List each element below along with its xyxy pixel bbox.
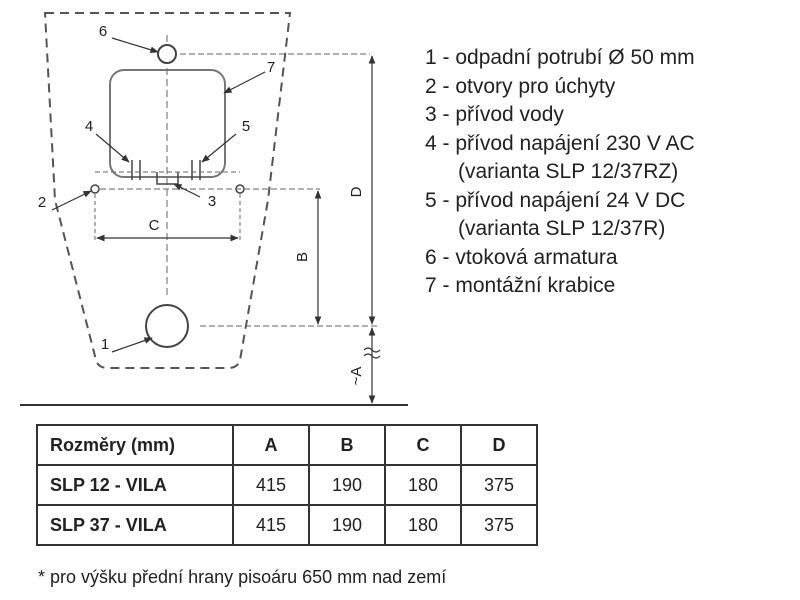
table-row (37, 465, 537, 505)
leader-7 (224, 72, 265, 93)
drain-pipe (146, 305, 188, 347)
legend-item-2: 2 - otvory pro úchyty (425, 74, 616, 98)
leader-4 (96, 134, 129, 162)
leader-1 (112, 338, 152, 352)
table-header-d: D (461, 425, 537, 465)
table-cell-c: 180 (385, 505, 461, 545)
legend-item-4-variant: (varianta SLP 12/37RZ) (458, 160, 679, 183)
leader-6 (112, 38, 158, 52)
table-cell-b: 190 (309, 465, 385, 505)
inlet-fitting (158, 45, 176, 63)
table-header-row (37, 425, 537, 465)
callout-4: 4 (84, 118, 94, 135)
legend-item-5: 5 - přívod napájení 24 V DC (425, 188, 686, 212)
legend-item-7: 7 - montážní krabice (425, 274, 616, 297)
callout-3: 3 (207, 193, 217, 210)
table-cell-a: 415 (233, 505, 309, 545)
table-header-a: A (233, 425, 309, 465)
callout-6: 6 (98, 23, 108, 40)
legend-item-1: 1 - odpadní potrubí Ø 50 mm (425, 46, 695, 69)
dimensions-table (36, 424, 538, 546)
table-row-model: SLP 12 - VILA (37, 465, 233, 505)
dim-b-label: B (294, 251, 311, 263)
table-cell-d: 375 (461, 465, 537, 505)
legend-list (425, 44, 695, 301)
table-header-c: C (385, 425, 461, 465)
leader-3 (174, 184, 200, 197)
dim-a-label: ~A (348, 366, 365, 386)
callout-5: 5 (241, 118, 251, 135)
callout-2: 2 (37, 194, 47, 211)
legend-item-3: 3 - přívod vody (425, 103, 564, 126)
legend-item-4: 4 - přívod napájení 230 V AC (425, 131, 695, 155)
table-cell-a: 415 (233, 465, 309, 505)
leader-5 (202, 134, 236, 162)
legend-item-5-variant: (varianta SLP 12/37R) (458, 217, 666, 240)
legend-item-6: 6 - vtoková armatura (425, 245, 618, 269)
callout-1: 1 (100, 336, 110, 353)
callout-7: 7 (266, 59, 276, 76)
table-cell-b: 190 (309, 505, 385, 545)
table-cell-d: 375 (461, 505, 537, 545)
leader-2 (52, 191, 91, 210)
dim-c-label: C (148, 217, 160, 234)
table-row (37, 505, 537, 545)
table-row-model: SLP 37 - VILA (37, 505, 233, 545)
table-header-dimensions: Rozměry (mm) (37, 425, 233, 465)
mounting-hole-left (91, 185, 99, 193)
footnote: * pro výšku přední hrany pisoáru 650 mm nad zemí (38, 567, 447, 587)
table-header-b: B (309, 425, 385, 465)
dim-d-label: D (348, 186, 365, 198)
table-cell-c: 180 (385, 465, 461, 505)
